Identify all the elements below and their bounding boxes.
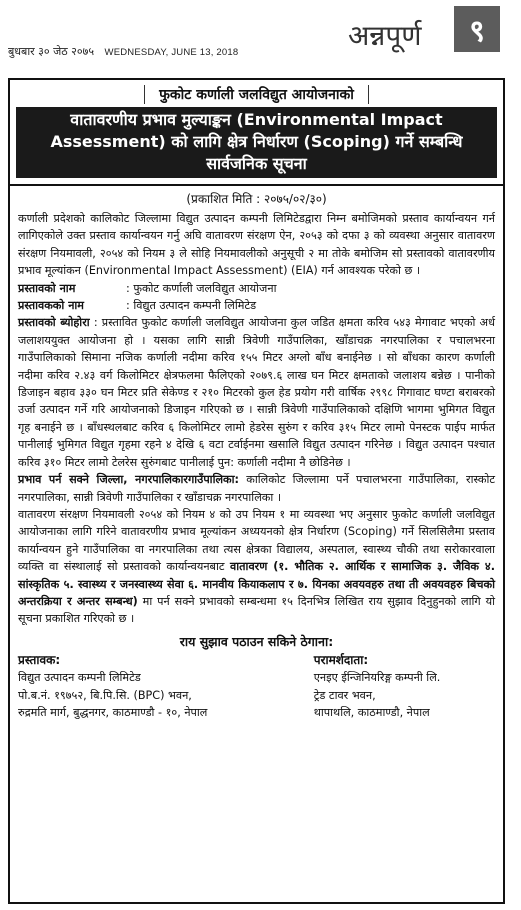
notice-title: वातावरणीय प्रभाव मुल्याङ्कन (Environmental Impact Assessment) को लागि क्षेत्र निर्धारण (Scoping) गर्ने सम्बन्धि सार्वजनिक सूचना	[16, 107, 497, 178]
newspaper-header	[0, 0, 521, 70]
issue-date-english: WEDNESDAY, JUNE 13, 2018	[104, 47, 239, 58]
proposer-line2: पो.ब.नं. १९७५२, बि.पि.सि. (BPC) भवन,	[18, 688, 192, 702]
proposer-name-row	[18, 297, 495, 314]
affected-areas-value: कालिकोट जिल्लामा पर्ने पचालभरना गाउँपालिका, रास्कोट नगरपालिका, सान्नी त्रिवेणी गाउँपालिका र खाँडाचक्र नगरपालिका ।	[18, 473, 496, 504]
scoping-text-end: मा पर्न सक्ने प्रभावको सम्बन्धमा १५ दिनभित्र लिखित राय सुझाव दिनुहुनको लागि यो सूचना प्रकाशित गरिएको छ ।	[18, 594, 495, 626]
proposer-line3: रुद्रमति मार्ग, बुद्धनगर, काठमाण्डौ - १०, नेपाल	[18, 705, 208, 719]
proposal-name-label: प्रस्तावको नाम	[18, 281, 76, 295]
proposer-line1: विद्युत उत्पादन कम्पनी लिमिटेड	[18, 671, 141, 685]
public-notice	[8, 78, 505, 904]
proposer-heading: प्रस्तावक:	[18, 652, 61, 667]
proposal-details	[18, 314, 495, 471]
proposal-name-value: : फुकोट कर्णाली जलविद्युत आयोजना	[126, 281, 277, 295]
newspaper-masthead: अन्नपूर्ण	[348, 19, 422, 52]
proposal-details-label: प्रस्तावको ब्योहोरा	[18, 316, 90, 330]
consultant-line2: ट्रेड टावर भवन,	[313, 688, 376, 702]
contact-addresses	[10, 652, 503, 722]
consultant-line3: थापाथलि, काठमाण्डौ, नेपाल	[313, 705, 430, 719]
intro-paragraph: कर्णाली प्रदेशको कालिकोट जिल्लामा विद्युत उत्पादन कम्पनी लिमिटेडद्वारा निम्न बमोजिमको प्रस्ताव कार्यान्वयन गर्न लागिएकोले उक्त प्रस्ताव कार्यान्वयन गर्नु अघि वातावरण संरक्षण ऐन, २०५३ को दफा ३ को व्यवस्था अनुसार वातावरण संरक्षण नियमावली, २०५४ को नियम ३ ले सोहि नियमावलीको अनुसूची २ मा तोके बमोजिम सो प्रस्तावको वातावरणीय प्रभाव मूल्यांकन (Environmental Impact Assessment) (EIA) गर्न आवश्यक परेको छ ।	[18, 212, 495, 278]
proposal-name-row	[18, 280, 495, 297]
notice-body	[10, 210, 503, 628]
consultant-heading: परामर्शदाता:	[313, 652, 369, 667]
published-date: (प्रकाशित मिति : २०७५/०२/३०)	[186, 192, 327, 206]
page-number-badge: ९	[454, 6, 500, 52]
notice-title-block	[10, 80, 503, 186]
proposer-name-label: प्रस्तावकको नाम	[18, 299, 84, 313]
notice-project-name: फुकोट कर्णाली जलविद्युत आयोजनाको	[144, 85, 369, 104]
issue-date-nepali: बुधबार ३० जेठ २०७५	[8, 45, 95, 58]
proposer-address	[18, 652, 247, 722]
proposal-details-value: : प्रस्तावित फुकोट कर्णाली जलविद्युत आयोजना कुल जडित क्षमता करिव ५४३ मेगावाट भएको अर्ध जलाशययुक्त आयोजना हो । यसका लागि सान्नी त्रिवेणी गाउँपालिका, खाँडाचक्र नगरपालिका र पचालभरना गाउँपालिकाको सिमाना नजिक कर्णाली नदीमा करिव १५५ मिटर अग्लो बाँध बनाईनेछ । सो बाँधका कारण कर्णाली नदीमा करिव २.४३ वर्ग किलोमिटर क्षेत्रफलमा फैलिएको २०७९.६ लाख घन मिटर क्षमताको जलाशय बन्नेछ । पानीको डिजाइन बहाव ३३० घन मिटर प्रति सेकेण्ड र २१० मिटरको कुल हेड प्रयोग गरी वार्षिक २९९८ गिगावाट घण्टा बराबरको उर्जा उत्पादन गर्ने गरि आयोजनाको डिजाइन गरिएको छ । सान्नी त्रिवेणी गाउँपालिकाको दक्षिणि भागमा भुमिगत विद्युत गृह बनाईने छ । बाँधस्थलबाट करिव ६ किलोमिटर लामो हेडरेस सुरुंग र करिव ३१५ मिटर लामो पेनस्टक पाईप मार्फत पानीलाई भुमिगत विद्युत गृहमा रहने ४ देखि ६ वटा टर्वाईनमा खसालि विद्युत उत्पादन गरिनेछ । विद्युत उत्पादन पश्चात करिव ३१० मिटर लामो टेलरेस सुरुंगबाट पानीलाई पुन: कर्णाली नदीमा नै छोडिनेछ ।	[18, 316, 495, 469]
environment-aspects: वातावरण (१. भौतिक २. आर्थिक र सामाजिक ३. जैविक ४. सांस्कृतिक ५. स्वास्थ्य र जनस्वास्थ्य सेवा ६. मानवीय कियाकलाप र ७. यिनका अवयवहरु तथा ती अवयवहरु बिचको अन्तरक्रिया र अन्तर सम्बन्ध)	[18, 560, 495, 608]
contact-title: राय सुझाव पठाउन सकिने ठेगाना:	[179, 633, 334, 649]
issue-date	[8, 44, 238, 59]
affected-areas-label: प्रभाव पर्न सक्ने जिल्ला, नगरपालिकारगाउँपालिका:	[18, 473, 240, 487]
consultant-line1: एनइए ईन्जिनियरिङ्ग कम्पनी लि.	[313, 671, 441, 685]
proposer-name-value: : विद्युत उत्पादन कम्पनी लिमिटेड	[126, 299, 257, 313]
consultant-address	[314, 652, 495, 722]
affected-areas	[18, 471, 495, 506]
scoping-text: वातावरण संरक्षण नियमावली २०५४ को नियम ४ को उप नियम १ मा व्यवस्था भए अनुसार फुकोट कर्णाली जलविद्युत आयोजनाका लागि गरिने वातावरणीय प्रभाव मूल्यांकन अध्ययनको क्षेत्र निर्धारण (Scoping) गर्ने सिलसिलैमा प्रस्ताव कार्यान्वयन हुने गाउँपालिका वा नगरपालिका तथा त्यस क्षेत्रका विद्यालय, अस्पताल, स्वास्थ्य चौकी तथा सरोकारवाला व्यक्ति वा संस्थालाई सो प्रस्तावको कार्यान्वयनबाट	[18, 507, 495, 574]
scoping-paragraph	[18, 506, 495, 628]
